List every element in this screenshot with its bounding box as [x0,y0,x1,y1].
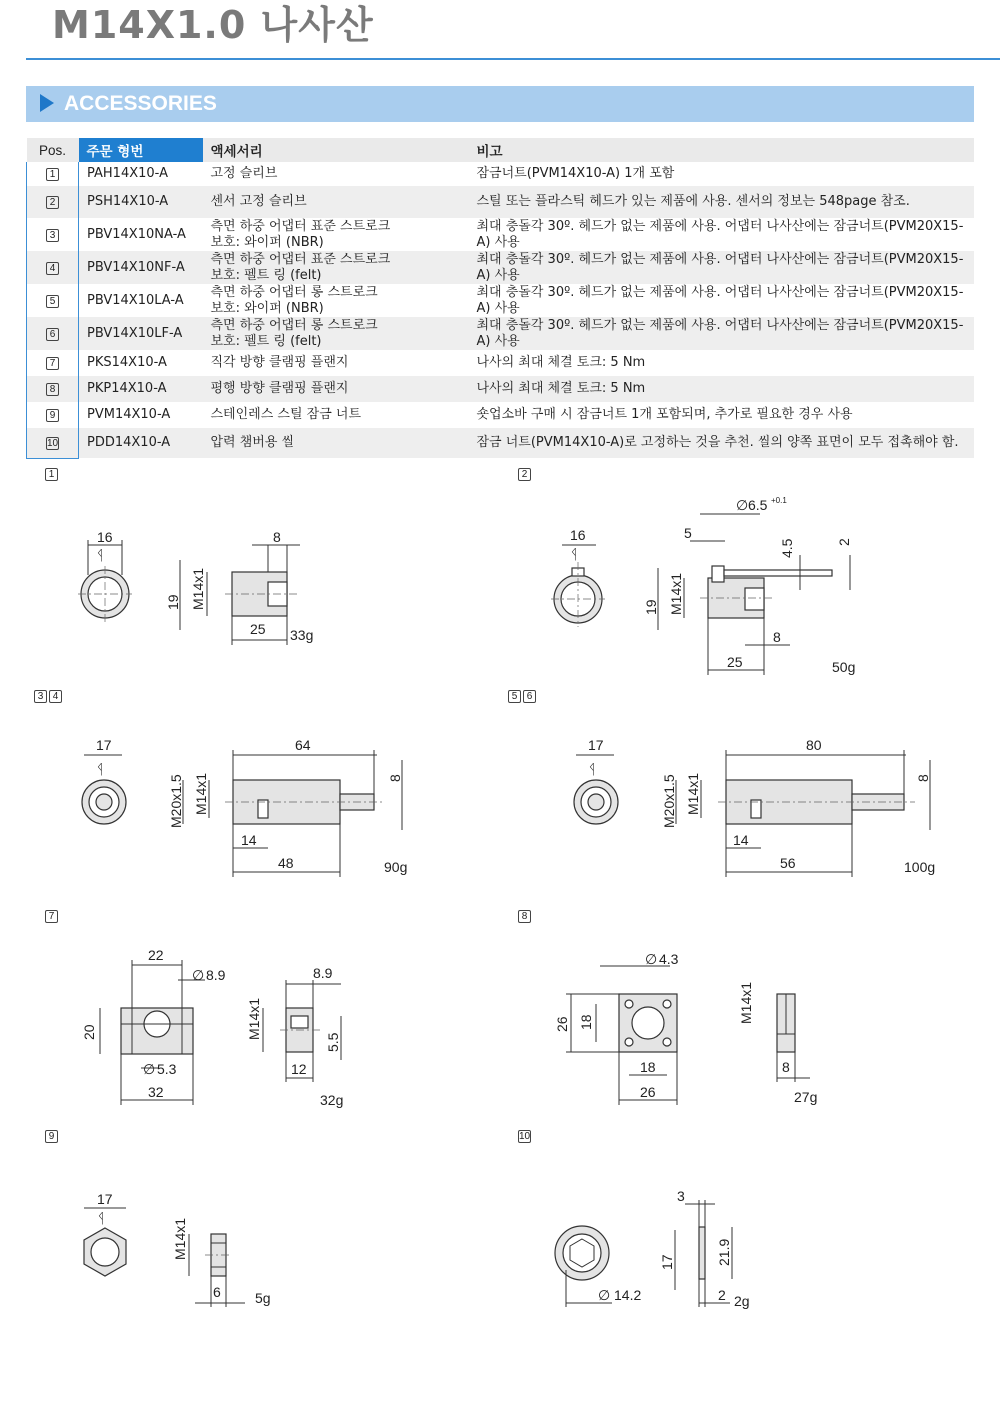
dim-text: 16 [570,527,586,543]
dim-text: 2 [836,538,852,546]
drawing-1 [78,529,313,645]
dim-text: 5.5 [325,1032,341,1052]
drawing-5-6 [574,737,935,877]
row-note: 나사의 최대 체결 토크: 5 Nm [476,355,646,370]
dim-text: 22 [148,947,164,963]
pos-number: 5 [508,690,521,703]
dim-text: 26 [640,1084,656,1100]
dim-text: 25 [727,654,743,670]
accessory-line: 직각 방향 클램핑 플랜지 [210,355,349,370]
row-order-number: PBV14X10NA-A [87,226,186,242]
dim-text: 48 [278,855,294,871]
dim-text: M14x1 [193,772,209,815]
dim-text: 2 [718,1287,726,1303]
row-note: 숏업소바 구매 시 잠금너트 1개 포함되며, 추가로 필요한 경우 사용 [476,407,853,422]
dim-text: 18 [640,1059,656,1075]
diameter-icon: ∅ [192,967,205,983]
dim-text: 14.2 [614,1287,642,1303]
row-order-number: PSH14X10-A [79,186,203,218]
pos-number: 7 [46,357,59,370]
pos-number: 1 [45,468,58,481]
dim-text: 6 [213,1284,221,1300]
dim-text: 19 [165,594,181,610]
dim-text: 8.9 [206,967,226,983]
header-order-number: 주문 형번 [79,138,203,162]
wrench-icon: ᛩ [97,1210,106,1226]
drawing-2 [551,496,855,675]
dim-tolerance: +0.1 [771,496,787,505]
drawing-8 [554,951,817,1105]
drawing-3-4 [82,737,407,877]
accessory-line: 보호: 펠트 링 (felt) [210,267,322,283]
weight-text: 90g [384,859,408,875]
drawing-9 [84,1191,271,1307]
dim-text: 4.3 [659,951,679,967]
weight-text: 50g [832,659,856,675]
diameter-icon: ∅ [645,951,658,967]
dim-text: 5 [684,525,692,541]
row-order-number: PKP14X10-A [79,376,203,402]
pos-number: 6 [523,690,536,703]
section-label: ACCESSORIES [64,92,217,115]
row-note: 최대 충돌각 30º. 헤드가 없는 제품에 사용. 어댑터 나사산에는 잠금너트(PVM20X15-A) 사용 [476,284,964,316]
dim-text: M14x1 [190,567,206,610]
dim-text: 17 [588,737,604,753]
pos-number: 8 [518,910,531,923]
accessory-line: 압력 챔버용 씰 [210,435,295,450]
accessory-line: 측면 하중 어댑터 롱 스트로크 [210,284,378,300]
row-order-number: PBV14X10NF-A [79,251,203,284]
accessory-line: 고정 슬리브 [210,166,278,181]
row-note: 나사의 최대 체결 토크: 5 Nm [469,376,974,402]
dim-text: 3 [677,1188,685,1204]
drawing-10 [555,1188,750,1309]
drawing-7 [81,947,343,1108]
dim-text: 80 [806,737,822,753]
accessory-line: 센서 고정 슬리브 [210,194,307,209]
dim-text: 14 [733,832,749,848]
wrench-icon: ᛩ [570,546,579,562]
dim-text: 8 [387,774,403,782]
dim-text: 8 [782,1059,790,1075]
row-note: 스틸 또는 플라스틱 헤드가 있는 제품에 사용. 센서의 정보는 548page 참조. [469,186,974,218]
dim-text: 26 [554,1016,570,1032]
dim-text: 16 [97,529,113,545]
dim-text: M14x1 [685,772,701,815]
accessory-line: 측면 하중 어댑터 표준 스트로크 [210,218,391,234]
dim-text: 17 [659,1254,675,1270]
row-note: 최대 충돌각 30º. 헤드가 없는 제품에 사용. 어댑터 나사산에는 잠금너트(PVM20X15-A) 사용 [469,251,974,284]
accessory-line: 측면 하중 어댑터 표준 스트로크 [210,251,391,267]
row-note: 잠금 너트(PVM14X10-A)로 고정하는 것을 추천. 씰의 양쪽 표면이 모두 접촉해야 함. [469,428,974,458]
weight-text: 33g [290,627,314,643]
row-note: 최대 충돌각 30º. 헤드가 없는 제품에 사용. 어댑터 나사산에는 잠금너트(PVM20X15-A) 사용 [476,218,964,250]
row-order-number: PKS14X10-A [87,355,167,370]
dim-text: 20 [81,1024,97,1040]
header-accessory: 액세서리 [203,138,469,162]
dim-text: 18 [578,1014,594,1030]
accessory-line: 보호: 와이퍼 (NBR) [210,234,324,250]
dim-text: 21.9 [716,1238,732,1266]
pos-number: 4 [49,690,62,703]
dim-text: M14x1 [172,1217,188,1260]
weight-text: 2g [734,1293,750,1309]
accessory-line: 보호: 와이퍼 (NBR) [210,300,324,316]
dim-text: 12 [291,1061,307,1077]
diameter-icon: ∅ [736,497,749,513]
pos-number: 2 [518,468,531,481]
accessory-line: 보호: 펠트 링 (felt) [210,333,322,349]
accessory-line: 측면 하중 어댑터 롱 스트로크 [210,317,378,333]
row-order-number: PBV14X10LA-A [87,292,184,308]
weight-text: 5g [255,1290,271,1306]
wrench-icon: ᛩ [96,761,105,777]
pos-number: 2 [46,196,59,209]
weight-text: 32g [320,1092,344,1108]
row-note: 잠금너트(PVM14X10-A) 1개 포함 [476,166,675,181]
dim-text: 5.3 [157,1061,177,1077]
dim-text: M20x1.5 [168,774,184,828]
dim-text: M14x1 [738,981,754,1024]
pos-number: 3 [34,690,47,703]
pos-number: 8 [46,383,59,396]
dim-text: 8 [273,529,281,545]
pos-number: 1 [46,168,59,181]
pos-number: 10 [519,1131,531,1142]
dim-text: 17 [97,1191,113,1207]
dim-text: M20x1.5 [661,774,677,828]
wrench-icon: ᛩ [96,547,105,563]
dim-text: 32 [148,1084,164,1100]
accessory-line: 스테인레스 스틸 잠금 너트 [210,407,362,422]
header-note: 비고 [469,138,974,162]
diameter-icon: ∅ [598,1287,611,1303]
dim-text: 56 [780,855,796,871]
dim-text: 19 [643,599,659,615]
dim-text: 8 [773,629,781,645]
weight-text: 27g [794,1089,818,1105]
dim-text: M14x1 [246,997,262,1040]
page-title: M14X1.0 나사산 [52,3,374,47]
dim-text: 8.9 [313,965,333,981]
dim-text: 25 [250,621,266,637]
dim-text: 17 [96,737,112,753]
pos-number: 5 [46,295,59,308]
wrench-icon: ᛩ [588,761,597,777]
pos-number: 6 [46,328,59,341]
pos-number: 9 [46,409,59,422]
dim-text: 14 [241,832,257,848]
accessory-line: 평행 방향 클램핑 플랜지 [210,381,349,396]
row-order-number: PAH14X10-A [87,166,168,181]
dim-text: 4.5 [779,538,795,558]
weight-text: 100g [904,859,936,875]
row-order-number: PVM14X10-A [87,407,171,422]
dim-text: M14x1 [668,572,684,615]
row-order-number: PBV14X10LF-A [79,317,203,350]
diameter-icon: ∅ [143,1061,156,1077]
pos-number: 9 [45,1130,58,1143]
pos-number: 4 [46,262,59,275]
row-note: 최대 충돌각 30º. 헤드가 없는 제품에 사용. 어댑터 나사산에는 잠금너트(PVM20X15-A) 사용 [469,317,974,350]
dim-text: 8 [915,774,931,782]
row-order-number: PDD14X10-A [79,428,203,458]
dim-text: 6.5 [748,497,768,513]
pos-number: 10 [47,437,59,449]
pos-number: 3 [46,229,59,242]
pos-number: 7 [45,910,58,923]
header-pos: Pos. [27,138,79,162]
dim-text: 64 [295,737,311,753]
